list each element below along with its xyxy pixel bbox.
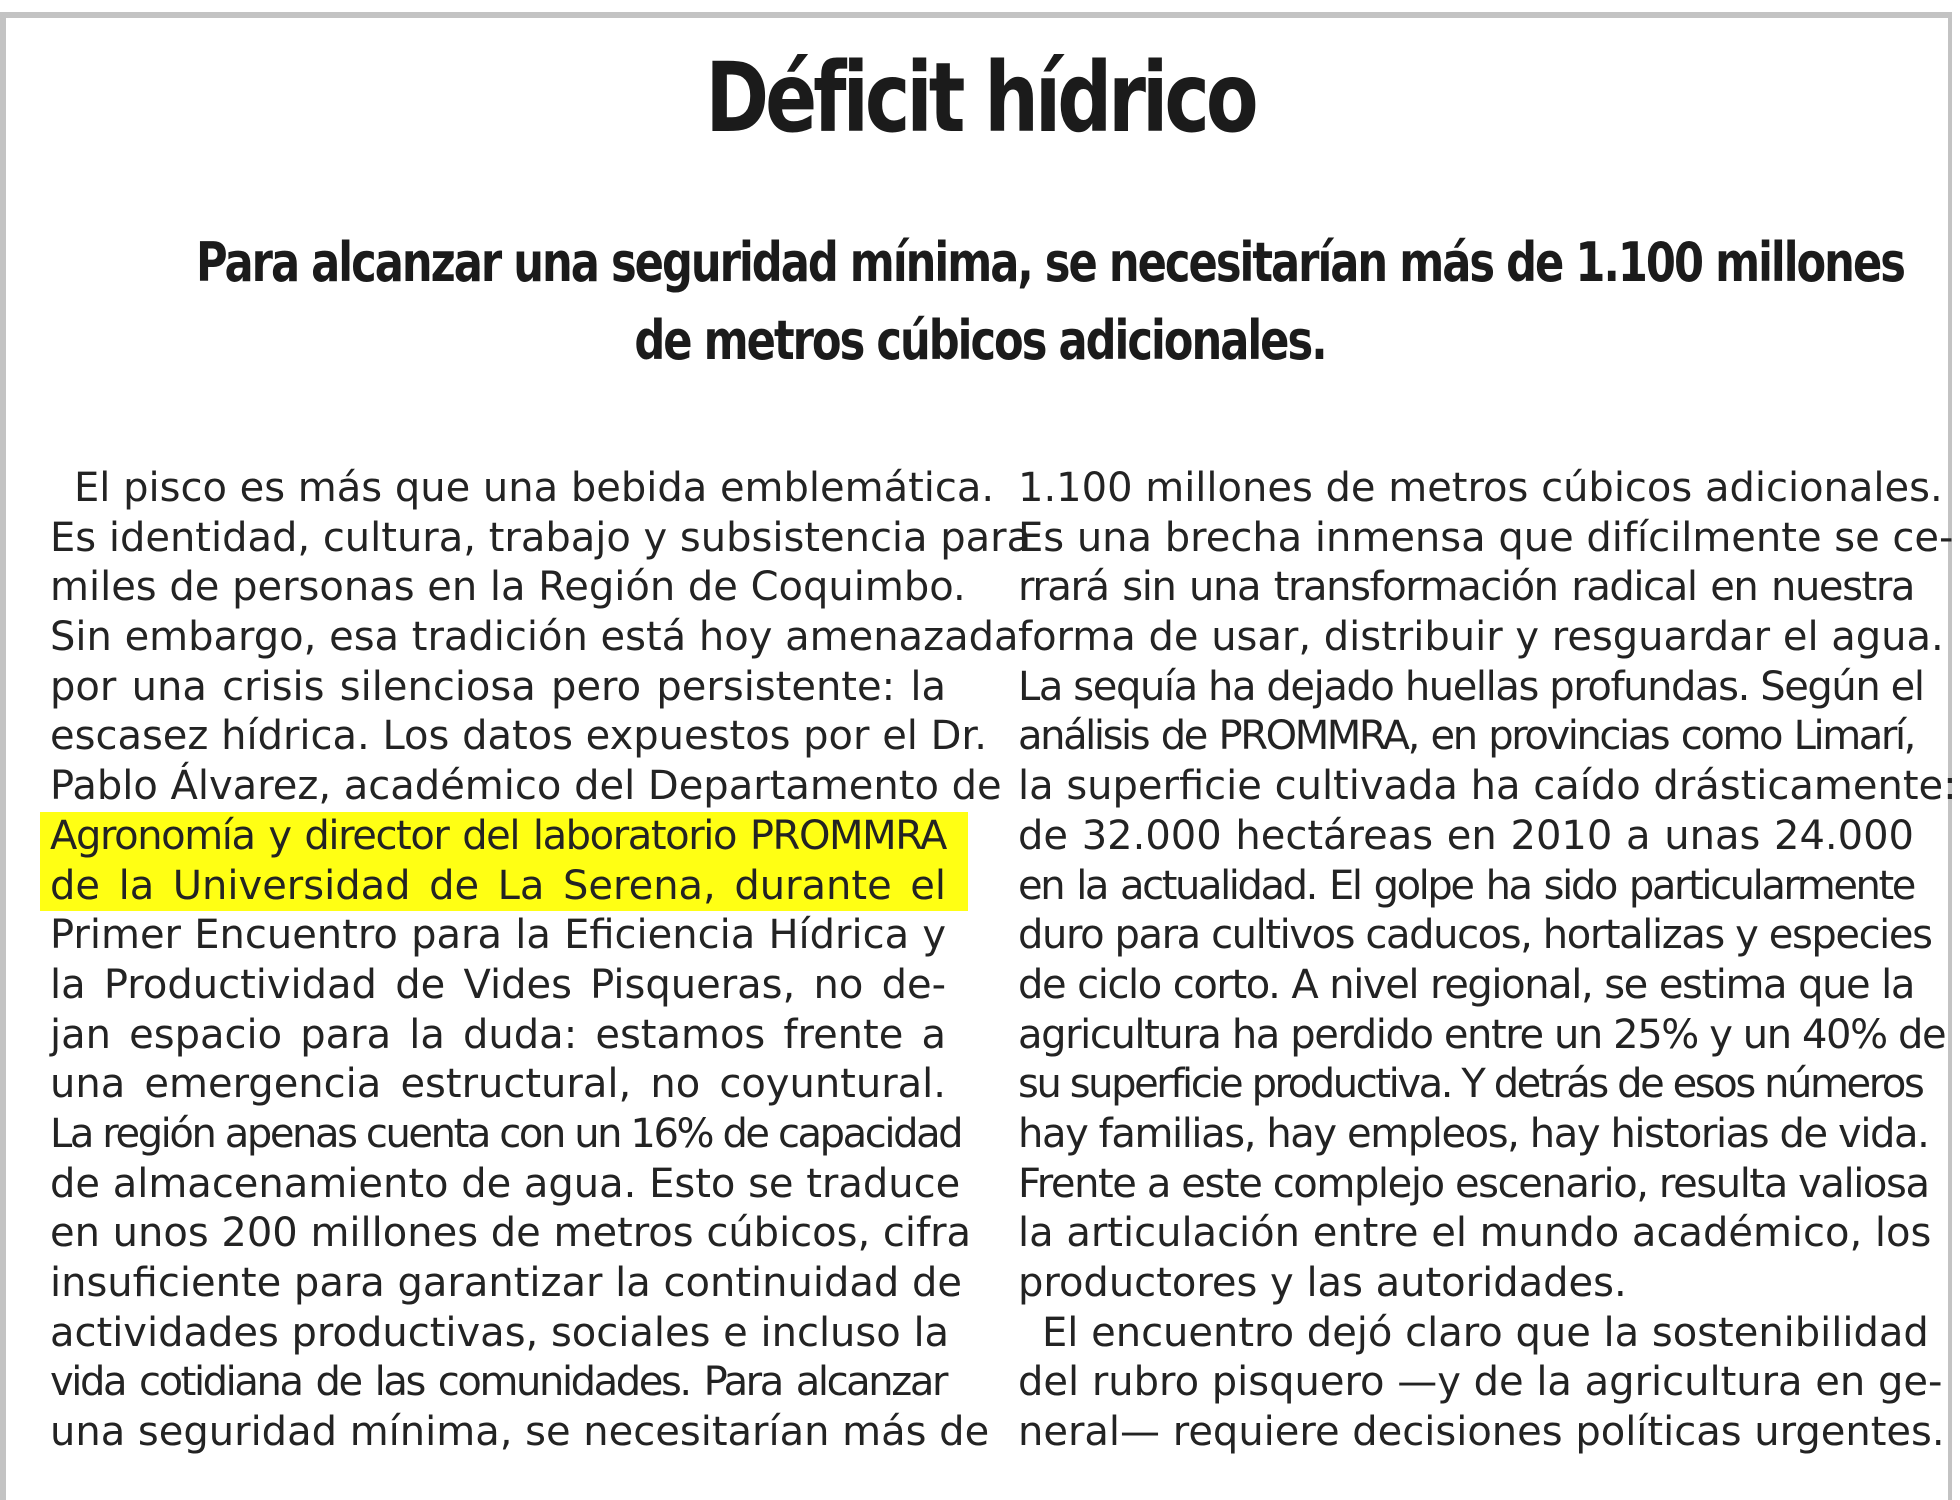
body-line: Sin embargo, esa tradición está hoy amenazada: [50, 614, 1019, 661]
body-line: miles de personas en la Región de Coquimbo.: [50, 564, 966, 611]
body-line: en la actualidad. El golpe ha sido particularmente: [1018, 862, 1914, 909]
body-line: El pisco es más que una bebida emblemática.: [74, 465, 995, 511]
body-line: La región apenas cuenta con un 16% de capacidad: [50, 1110, 962, 1157]
body-line: escasez hídrica. Los datos expuestos por el Dr.: [50, 713, 987, 760]
subtitle-line: de metros cúbicos adicionales.: [634, 309, 1326, 372]
body-line: la superficie cultivada ha caído drásticamente:: [1018, 763, 1957, 810]
body-line: agricultura ha perdido entre un 25% y un 40% de: [1018, 1011, 1946, 1058]
body-line: Es identidad, cultura, trabajo y subsistencia para: [50, 514, 1032, 561]
body-line: actividades productivas, sociales e incluso la: [50, 1309, 950, 1356]
article-subtitle: [196, 224, 1904, 380]
body-line: la Productividad de Vides Pisqueras, no de-: [50, 961, 946, 1008]
body-line: duro para cultivos caducos, hortalizas y especies: [1018, 912, 1932, 959]
body-line: Frente a este complejo escenario, resulta valiosa: [1018, 1160, 1929, 1207]
body-line: una emergencia estructural, no coyuntural.: [50, 1061, 946, 1108]
body-line: insuficiente para garantizar la continuidad de: [50, 1260, 962, 1306]
body-line: en unos 200 millones de metros cúbicos, cifra: [50, 1210, 972, 1257]
body-line: forma de usar, distribuir y resguardar el agua.: [1018, 614, 1944, 661]
body-line: rrará sin una transformación radical en nuestra: [1018, 564, 1914, 611]
body-line: Primer Encuentro para la Eficiencia Hídrica y: [50, 912, 946, 959]
body-line: la articulación entre el mundo académico, los: [1018, 1210, 1932, 1257]
body-line: análisis de PROMMRA, en provincias como Limarí,: [1018, 713, 1914, 760]
body-line: del rubro pisquero —y de la agricultura en ge-: [1018, 1359, 1943, 1406]
subtitle-line: Para alcanzar una seguridad mínima, se necesitarían más de 1.100 millones: [196, 231, 1904, 294]
body-line: productores y las autoridades.: [1018, 1260, 1627, 1306]
right-column: [1018, 464, 1957, 1458]
body-line: por una crisis silenciosa pero persistente: la: [50, 663, 946, 710]
highlighted-line: Agronomía y director del laboratorio PROMMRA: [40, 812, 968, 862]
body-line: una seguridad mínima, se necesitarían más de: [50, 1409, 990, 1456]
body-line: de almacenamiento de agua. Esto se traduce: [50, 1160, 961, 1207]
body-line: de 32.000 hectáreas en 2010 a unas 24.000: [1018, 812, 1914, 859]
body-line: 1.100 millones de metros cúbicos adicionales.: [1018, 465, 1943, 511]
body-line: hay familias, hay empleos, hay historias de vida.: [1018, 1110, 1929, 1157]
body-line: vida cotidiana de las comunidades. Para alcanzar: [50, 1359, 946, 1406]
body-line: jan espacio para la duda: estamos frente a: [50, 1011, 946, 1058]
body-line: su superficie productiva. Y detrás de esos números: [1018, 1061, 1923, 1108]
body-line: El encuentro dejó claro que la sostenibilidad: [1042, 1309, 1929, 1356]
highlighted-line: de la Universidad de La Serena, durante el: [40, 862, 968, 912]
body-line: Pablo Álvarez, académico del Departamento de: [50, 763, 1002, 810]
body-line: de ciclo corto. A nivel regional, se estima que la: [1018, 961, 1914, 1008]
body-line: Es una brecha inmensa que difícilmente se ce-: [1018, 514, 1954, 561]
body-line: neral— requiere decisiones políticas urgentes.: [1018, 1409, 1945, 1456]
left-column: [50, 464, 1032, 1458]
body-line: La sequía ha dejado huellas profundas. Según el: [1018, 663, 1924, 710]
article-title: Déficit hídrico: [705, 42, 1255, 154]
